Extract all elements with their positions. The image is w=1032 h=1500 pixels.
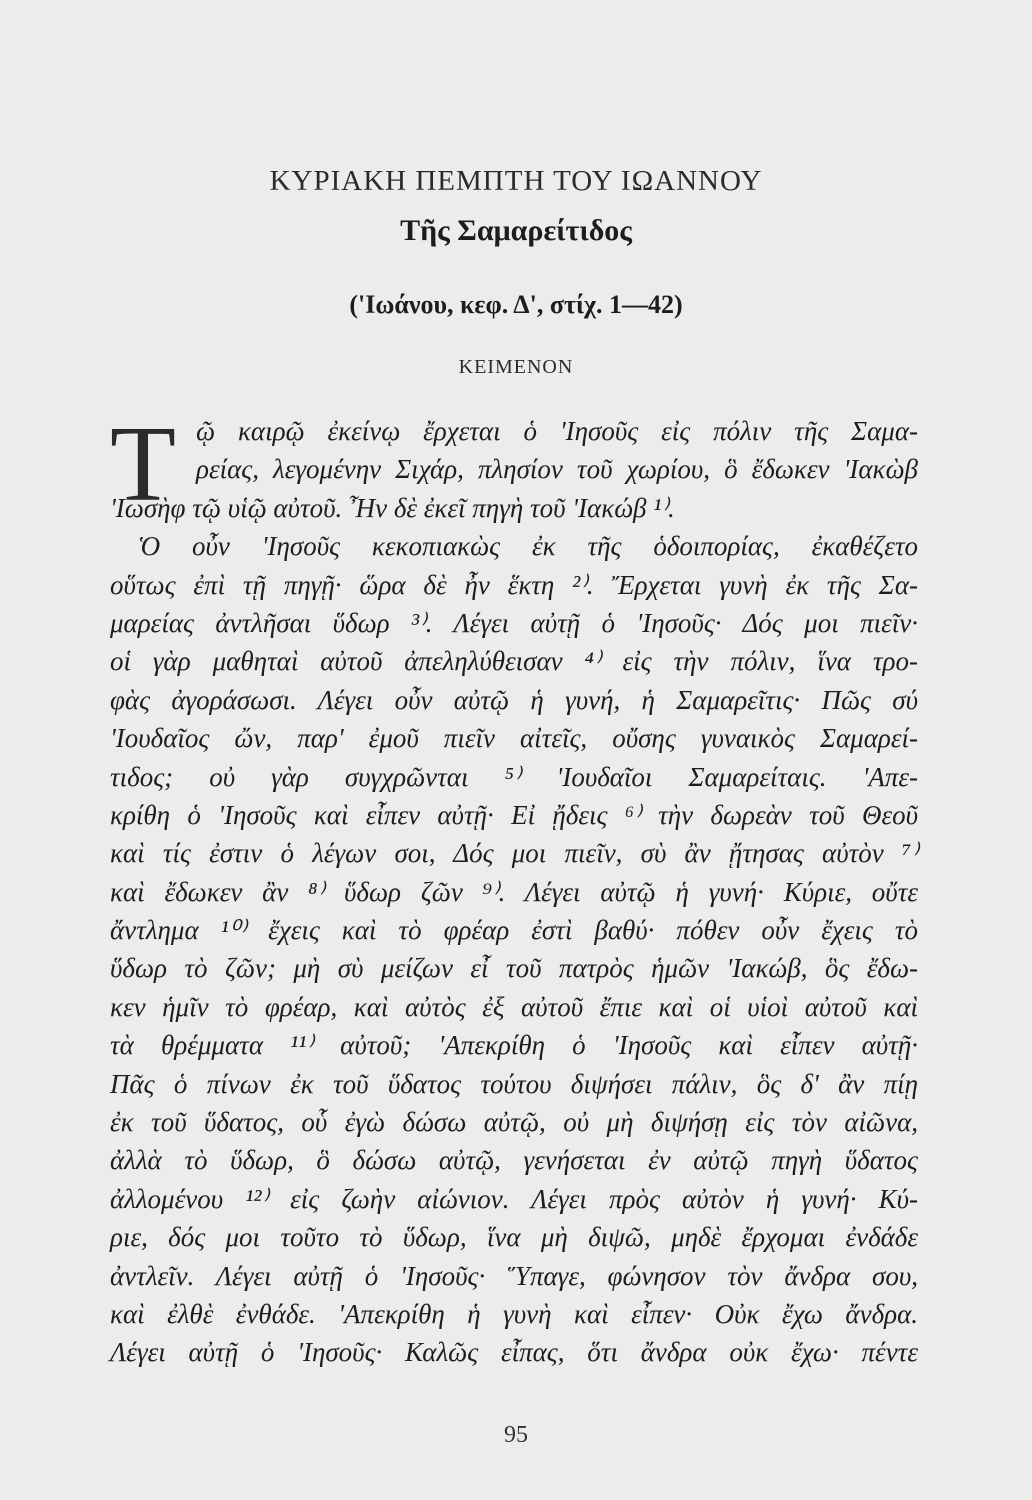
text-line: ῷ καιρῷ ἐκείνῳ ἔρχεται ὁ 'Ιησοῦς εἰς πόλιν τῆς Σαμα- — [196, 416, 918, 446]
subtitle: Τῆς Σαμαρείτιδος — [400, 214, 632, 247]
text-line: φὰς ἀγοράσωσι. Λέγει οὖν αὐτῷ ἡ γυνή, ἡ Σαμαρεῖτις· Πῶς σύ — [110, 684, 918, 715]
drop-cap: Τ — [110, 405, 176, 524]
text-line: ἄντλημα ¹⁰⁾ ἔχεις καὶ τὸ φρέαρ ἐστὶ βαθύ· πόθεν οὖν ἔχεις τὸ — [110, 915, 918, 946]
text-line: καὶ ἐλθὲ ἐνθάδε. 'Απεκρίθη ἡ γυνὴ καὶ εἶπεν· Οὐκ ἔχω ἄνδρα. — [110, 1298, 918, 1329]
body-text — [110, 405, 918, 1372]
text-line: οἱ γὰρ μαθηταὶ αὐτοῦ ἀπεληλύθεισαν ⁴⁾ εἰς τὴν πόλιν, ἵνα τρο- — [110, 646, 918, 677]
text-line: ἀλλὰ τὸ ὕδωρ, ὃ δώσω αὐτῷ, γενήσεται ἐν αὐτῷ πηγὴ ὕδατος — [110, 1145, 918, 1176]
text-line: κρίθη ὁ 'Ιησοῦς καὶ εἶπεν αὐτῇ· Εἰ ᾔδεις ⁶⁾ τὴν δωρεὰν τοῦ Θεοῦ — [110, 799, 918, 830]
text-line: κεν ἡμῖν τὸ φρέαρ, καὶ αὐτὸς ἐξ αὐτοῦ ἔπιε καὶ οἱ υἱοὶ αὐτοῦ καὶ — [110, 991, 918, 1022]
text-line: 'Ιουδαῖος ὤν, παρ' ἐμοῦ πιεῖν αἰτεῖς, οὔσης γυναικὸς Σαμαρεί- — [110, 723, 918, 754]
text-line: Ὁ οὖν 'Ιησοῦς κεκοπιακὼς ἐκ τῆς ὁδοιπορίας, ἐκαθέζετο — [138, 531, 918, 562]
text-line: καὶ τίς ἐστιν ὁ λέγων σοι, Δός μοι πιεῖν, σὺ ἂν ᾔτησας αὐτὸν ⁷⁾ — [110, 838, 918, 869]
text-line: τιδος; οὐ γὰρ συγχρῶνται ⁵⁾ 'Ιουδαῖοι Σαμαρείταις. 'Απε- — [110, 761, 918, 792]
text-line: καὶ ἔδωκεν ἂν ⁸⁾ ὕδωρ ζῶν ⁹⁾. Λέγει αὐτῷ ἡ γυνή· Κύριε, οὔτε — [110, 876, 918, 907]
text-line: μαρείας ἀντλῆσαι ὕδωρ ³⁾. Λέγει αὐτῇ ὁ 'Ιησοῦς· Δός μοι πιεῖν· — [110, 607, 918, 638]
text-line: Πᾶς ὁ πίνων ἐκ τοῦ ὕδατος τούτου διψήσει πάλιν, ὃς δ' ἂν πίῃ — [110, 1068, 918, 1099]
page-number: 95 — [504, 1422, 528, 1448]
text-line: ριε, δός μοι τοῦτο τὸ ὕδωρ, ἵνα μὴ διψῶ, μηδὲ ἔρχομαι ἐνδάδε — [110, 1222, 918, 1253]
text-line: ἐκ τοῦ ὕδατος, οὗ ἐγὼ δώσω αὐτῷ, οὐ μὴ διψήσῃ εἰς τὸν αἰῶνα, — [110, 1107, 918, 1138]
text-line: ἀντλεῖν. Λέγει αὐτῇ ὁ 'Ιησοῦς· Ὕπαγε, φώνησον τὸν ἄνδρα σου, — [110, 1260, 918, 1291]
text-line: ὕδωρ τὸ ζῶν; μὴ σὺ μείζων εἶ τοῦ πατρὸς ἡμῶν 'Ιακώβ, ὃς ἔδω- — [110, 953, 918, 984]
text-line: τὰ θρέμματα ¹¹⁾ αὐτοῦ; 'Απεκρίθη ὁ 'Ιησοῦς καὶ εἶπεν αὐτῇ· — [110, 1030, 918, 1061]
page-title: ΚΥΡΙΑΚΗ ΠΕΜΠΤΗ ΤΟΥ ΙΩΑΝΝΟΥ — [269, 165, 763, 197]
text-line: 'Ιωσὴφ τῷ υἱῷ αὐτοῦ. Ἦν δὲ ἐκεῖ πηγὴ τοῦ 'Ιακώβ ¹⁾. — [110, 492, 675, 523]
scripture-reference: ('Ιωάνου, κεφ. Δ', στίχ. 1—42) — [349, 290, 683, 319]
text-line: οὕτως ἐπὶ τῇ πηγῇ· ὥρα δὲ ἦν ἕκτη ²⁾. Ἔρχεται γυνὴ ἐκ τῆς Σα- — [110, 569, 918, 600]
section-label: ΚΕΙΜΕΝΟΝ — [458, 356, 574, 378]
text-line: ἀλλομένου ¹²⁾ εἰς ζωὴν αἰώνιον. Λέγει πρὸς αὐτὸν ἡ γυνή· Κύ- — [110, 1183, 918, 1214]
text-line: ρείας, λεγομένην Σιχάρ, πλησίον τοῦ χωρίου, ὃ ἔδωκεν 'Ιακὼβ — [196, 454, 918, 485]
text-line: Λέγει αὐτῇ ὁ 'Ιησοῦς· Καλῶς εἶπας, ὅτι ἄνδρα οὐκ ἔχω· πέντε — [110, 1337, 918, 1368]
